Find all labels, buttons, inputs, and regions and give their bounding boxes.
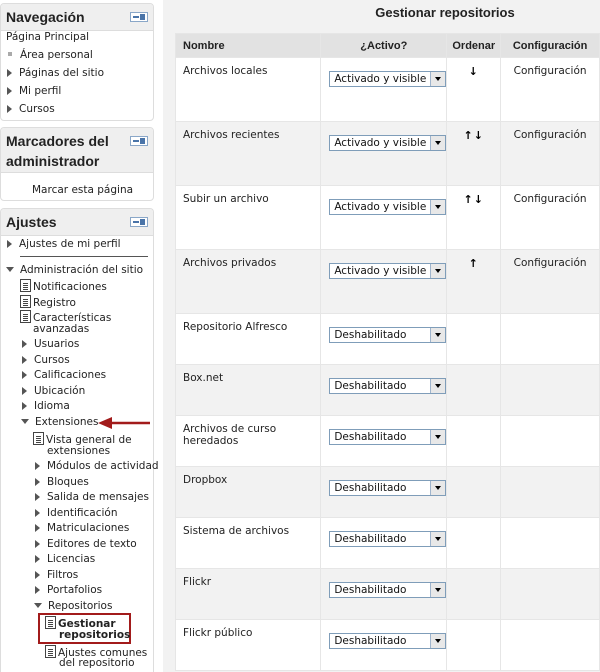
dropdown-arrow-icon[interactable] [430,136,445,150]
repo-name: Archivos locales [183,65,268,77]
expand-arrow-icon[interactable] [7,87,12,95]
repo-name-cell [176,620,321,671]
settings-block-header [1,209,153,236]
repo-name-cell [176,467,321,518]
visibility-select[interactable] [329,582,446,598]
expand-arrow-icon[interactable] [35,571,40,579]
expand-arrow-icon[interactable] [7,69,12,77]
expand-arrow-icon[interactable] [35,509,40,517]
pointer-arrow-icon [98,416,152,430]
site-admin-label[interactable]: Administración del sitio [20,264,144,276]
nav-item-my-profile[interactable] [7,85,61,98]
block-dock-icon[interactable] [130,12,148,22]
repo-order-cell [447,365,501,416]
nav-item-label[interactable]: Mi perfil [19,85,62,97]
order-arrows-icon[interactable]: ↑↓ [463,129,484,142]
repo-order-cell [447,569,501,620]
repo-active-cell [321,122,447,186]
visibility-select-value[interactable]: Deshabilitado [334,533,407,545]
collapse-arrow-icon[interactable] [21,419,29,424]
dropdown-arrow-icon[interactable] [430,379,445,393]
ext-item-label[interactable]: extensiones [47,445,111,457]
settings-my-profile[interactable] [7,238,121,251]
dropdown-arrow-icon[interactable] [430,328,445,342]
admin-courses[interactable] [22,354,70,367]
expand-arrow-icon[interactable] [22,402,27,410]
nav-item-label[interactable]: Página Principal [6,31,90,43]
nav-item-label[interactable]: Páginas del sitio [19,67,104,79]
navigation-block-header [1,4,153,31]
repo-active-cell [321,416,447,467]
repo-name-cell [176,58,321,122]
visibility-select-value[interactable]: Deshabilitado [334,635,407,647]
repo-name-cell [176,569,321,620]
dropdown-arrow-icon[interactable] [430,583,445,597]
bookmarks-title-line1: Marcadores del [6,133,109,149]
expand-arrow-icon[interactable] [22,387,27,395]
admin-location[interactable] [22,385,85,398]
navigation-title: Navegación [6,9,85,25]
admin-notifications[interactable] [20,279,107,294]
dropdown-arrow-icon[interactable] [430,72,445,86]
page-icon [20,310,31,323]
table-row [176,122,600,186]
admin-item-label[interactable]: Ubicación [34,385,86,397]
nav-item-courses[interactable] [7,103,55,116]
visibility-select-value[interactable]: Deshabilitado [334,482,407,494]
repo-name: Archivos privados [183,257,277,269]
table-row [176,186,600,250]
visibility-select-value[interactable]: Deshabilitado [334,584,407,596]
collapse-arrow-icon[interactable] [34,603,42,608]
repo-name-cell [176,250,321,314]
repo-config-cell [501,186,600,250]
table-row [176,250,600,314]
settings-link[interactable]: Configuración [513,257,587,269]
repo-name-cell [176,186,321,250]
expand-arrow-icon[interactable] [22,340,27,348]
ext-item-label[interactable]: Bloques [47,476,89,488]
repo-config-cell [501,58,600,122]
admin-language[interactable] [22,400,70,413]
admin-registration[interactable] [20,295,76,310]
visibility-select-value[interactable]: Activado y visible [334,137,427,149]
repo-name: Subir un archivo [183,193,269,205]
ext-portfolios[interactable] [35,584,102,597]
expand-arrow-icon[interactable] [35,586,40,594]
repo-order-cell [447,58,501,122]
page-icon [45,645,56,658]
order-arrows-icon[interactable]: ↑ [468,257,479,270]
ext-item-label[interactable]: Vista general de [46,434,132,446]
page-icon [45,616,56,629]
ext-enrolments[interactable] [35,522,129,535]
col-header-active: ¿Activo? [321,34,447,58]
visibility-select-value[interactable]: Activado y visible [334,201,427,213]
repo-config-cell [501,314,600,365]
ext-blocks[interactable] [35,476,89,489]
settings-link[interactable]: Configuración [513,193,587,205]
visibility-select[interactable] [329,531,446,547]
expand-arrow-icon[interactable] [22,356,27,364]
ext-text-editors[interactable] [35,538,137,551]
repo-active-cell [321,518,447,569]
repo-name: Archivos de curso heredados [183,423,277,447]
visibility-select[interactable] [329,263,446,279]
settings-site-admin[interactable] [6,264,143,277]
page-title: Gestionar repositorios [375,5,515,20]
repo-order-cell [447,416,501,467]
ext-item-label[interactable]: Salida de mensajes [47,491,149,503]
ext-item-label[interactable]: Repositorios [48,600,113,612]
expand-arrow-icon[interactable] [35,555,40,563]
repo-order-cell [447,314,501,365]
admin-item-label[interactable]: Registro [33,297,76,309]
expand-arrow-icon[interactable] [7,240,12,248]
visibility-select[interactable] [329,378,446,394]
admin-grades[interactable] [22,369,106,382]
table-header-row [176,34,600,58]
repo-active-cell [321,569,447,620]
dropdown-arrow-icon[interactable] [430,481,445,495]
repo-item-label[interactable]: repositorios [59,629,131,641]
repo-common-settings-line2[interactable] [59,657,135,670]
col-header-name: Nombre [176,34,321,58]
visibility-select-value[interactable]: Deshabilitado [334,329,407,341]
expand-arrow-icon[interactable] [35,493,40,501]
repo-active-cell [321,58,447,122]
nav-item-label[interactable]: Área personal [20,49,93,61]
repo-active-cell [321,314,447,365]
repo-order-cell [447,620,501,671]
divider [20,256,148,257]
visibility-select-value[interactable]: Deshabilitado [334,380,407,392]
repo-name-cell [176,122,321,186]
ext-item-label[interactable]: Licencias [47,553,96,565]
table-row [176,58,600,122]
expand-arrow-icon[interactable] [22,371,27,379]
visibility-select[interactable] [329,633,446,649]
dropdown-arrow-icon[interactable] [430,200,445,214]
col-header-config: Configuración [501,34,600,58]
ext-item-label[interactable]: Identificación [47,507,118,519]
admin-item-label[interactable]: Notificaciones [33,281,107,293]
repo-order-cell [447,467,501,518]
visibility-select-value[interactable]: Activado y visible [334,265,427,277]
visibility-select[interactable] [329,327,446,343]
admin-extensions[interactable] [21,416,98,429]
dropdown-arrow-icon[interactable] [430,634,445,648]
repo-config-cell [501,250,600,314]
expand-arrow-icon[interactable] [35,540,40,548]
repo-config-cell [501,467,600,518]
table-row [176,416,600,467]
page-icon [20,295,31,308]
order-arrows-icon[interactable]: ↑↓ [463,193,484,206]
settings-title: Ajustes [6,214,57,230]
nav-item-dashboard[interactable] [7,49,93,62]
repo-config-cell [501,416,600,467]
visibility-select-value[interactable]: Activado y visible [334,73,427,85]
ext-repositories[interactable] [34,600,112,613]
repo-name: Dropbox [183,474,228,486]
repo-name: Box.net [183,372,224,384]
repositories-table-body [176,58,600,671]
repo-config-cell [501,365,600,416]
admin-item-label[interactable]: Usuarios [34,338,80,350]
table-row [176,314,600,365]
dropdown-arrow-icon[interactable] [430,430,445,444]
expand-arrow-icon[interactable] [35,524,40,532]
ext-item-label[interactable]: Editores de texto [47,538,137,550]
block-dock-icon[interactable] [130,217,148,227]
expand-arrow-icon[interactable] [35,462,40,470]
nav-item-site-pages[interactable] [7,67,104,80]
repo-active-cell [321,365,447,416]
ext-item-label[interactable]: Módulos de actividad [47,460,159,472]
ext-licences[interactable] [35,553,95,566]
ext-item-label[interactable]: Filtros [47,569,79,581]
visibility-select[interactable] [329,71,446,87]
dropdown-arrow-icon[interactable] [430,532,445,546]
repo-active-cell [321,620,447,671]
ext-authentication[interactable] [35,507,118,520]
ext-item-label[interactable]: Portafolios [47,584,103,596]
repo-order-cell [447,122,501,186]
admin-item-label[interactable]: Características [33,312,112,324]
repo-item-label[interactable]: del repositorio [59,657,135,669]
ext-message-outputs[interactable] [35,491,149,504]
repo-name-cell [176,416,321,467]
table-row [176,365,600,416]
admin-item-label[interactable]: Idioma [34,400,70,412]
page-icon [20,279,31,292]
repo-active-cell [321,467,447,518]
ext-overview-line2[interactable] [47,445,110,458]
block-dock-icon[interactable] [130,136,148,146]
repo-manage-line2[interactable] [59,629,130,642]
admin-users[interactable] [22,338,79,351]
admin-advanced-features-line2[interactable] [33,323,89,336]
col-header-order: Ordenar [447,34,501,58]
order-arrows-icon[interactable]: ↓ [468,65,479,78]
table-row [176,518,600,569]
repo-name: Flickr público [183,627,253,639]
visibility-select-value[interactable]: Deshabilitado [334,431,407,443]
nav-item-label[interactable]: Cursos [19,103,55,115]
repo-order-cell [447,186,501,250]
collapse-arrow-icon[interactable] [6,267,14,272]
visibility-select[interactable] [329,199,446,215]
visibility-select[interactable] [329,135,446,151]
repo-active-cell [321,186,447,250]
page-icon [33,432,44,445]
admin-item-label[interactable]: Extensiones [35,416,99,428]
table-row [176,467,600,518]
repo-order-cell [447,518,501,569]
bookmark-page-link[interactable] [32,184,133,197]
repo-config-cell [501,569,600,620]
repo-name: Flickr [183,576,212,588]
visibility-select[interactable] [329,429,446,445]
ext-item-label[interactable]: Matriculaciones [47,522,130,534]
ext-filters[interactable] [35,569,78,582]
admin-item-label[interactable]: Cursos [34,354,70,366]
repo-item-label[interactable]: Gestionar [58,618,116,630]
repo-name: Repositorio Alfresco [183,321,288,333]
expand-arrow-icon[interactable] [35,478,40,486]
repo-name: Sistema de archivos [183,525,290,537]
main-content [163,0,600,672]
bookmarks-block-header [1,128,153,173]
repo-order-cell [447,250,501,314]
table-row [176,620,600,671]
settings-link[interactable]: Configuración [513,129,587,141]
bookmark-page-label[interactable]: Marcar esta página [32,184,134,196]
settings-link[interactable]: Configuración [513,65,587,77]
bookmarks-title-line2: administrador [6,153,100,169]
bullet-icon [8,52,12,56]
table-row [176,569,600,620]
repo-name: Archivos recientes [183,129,280,141]
repositories-table [175,33,600,671]
repo-name-cell [176,365,321,416]
repo-name-cell [176,518,321,569]
repo-active-cell [321,250,447,314]
repo-item-label[interactable]: Ajustes comunes [58,647,148,659]
repo-config-cell [501,620,600,671]
admin-item-label[interactable]: avanzadas [33,323,90,335]
sidebar [0,0,159,672]
visibility-select[interactable] [329,480,446,496]
repo-config-cell [501,122,600,186]
expand-arrow-icon[interactable] [7,105,12,113]
dropdown-arrow-icon[interactable] [430,264,445,278]
settings-my-profile-label[interactable]: Ajustes de mi perfil [19,238,121,250]
repo-config-cell [501,518,600,569]
admin-item-label[interactable]: Calificaciones [34,369,107,381]
nav-item-home[interactable] [6,31,89,44]
ext-activity-modules[interactable] [35,460,159,473]
repo-name-cell [176,314,321,365]
